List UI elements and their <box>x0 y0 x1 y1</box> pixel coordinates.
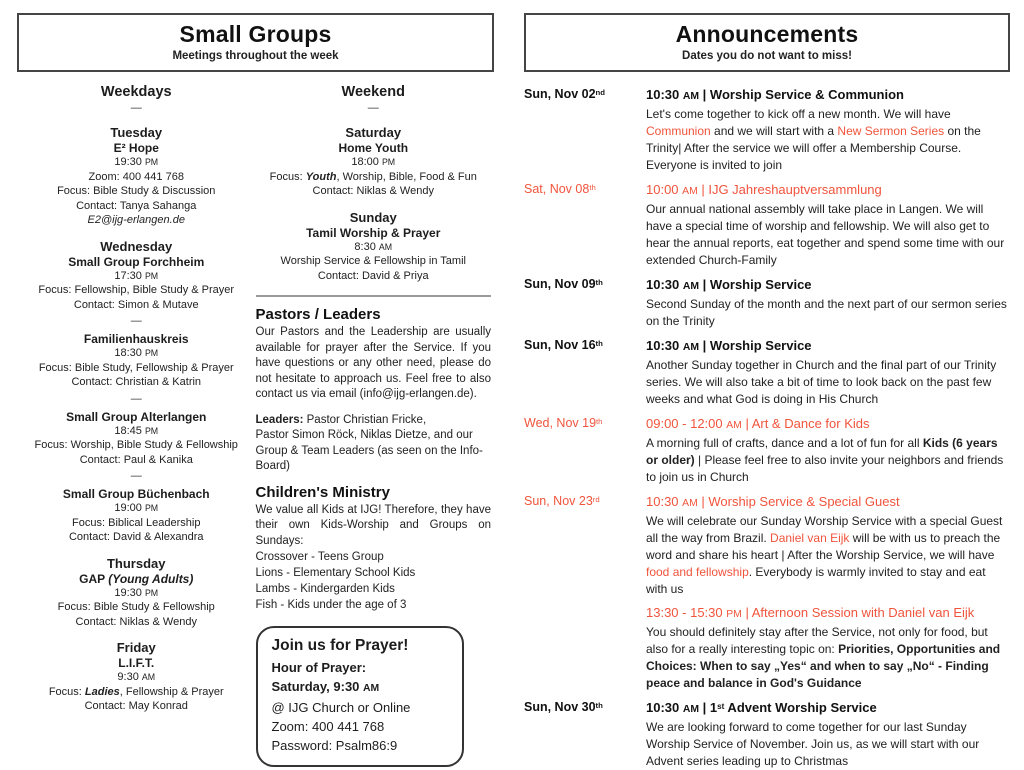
prayer-box-line: Zoom: 400 441 768 <box>271 719 385 734</box>
pastors-leaders-section <box>256 306 492 475</box>
group-detail-line: Focus: Biblical Leadership <box>72 516 201 529</box>
announcement-date: Sun, Nov 16th <box>524 338 603 352</box>
group-entry <box>17 125 256 228</box>
announcement-title: 10:30 AM | Worship Service <box>646 277 812 292</box>
meridiem-label: PM <box>144 348 159 358</box>
announcement-row <box>524 276 1010 330</box>
announcement-row <box>524 181 1010 269</box>
meridiem-label: AM <box>682 498 698 509</box>
announcements-header <box>524 13 1010 72</box>
announcement-date: Sat, Nov 08th <box>524 182 596 196</box>
meridiem-label: AM <box>726 420 742 431</box>
group-entry <box>17 239 256 313</box>
kids-group-line: Crossover - Teens Group <box>255 551 384 563</box>
group-detail-line: 19:00 PM <box>114 502 159 514</box>
childrens-ministry-intro: We value all Kids at IJG! Therefore, they have their own Kids-Worship and Groups on Sundays: <box>255 503 491 547</box>
group-detail-line: Focus: Bible Study, Fellowship & Prayer <box>38 361 234 374</box>
divider-dash: — <box>367 102 379 114</box>
announcement-date: Sun, Nov 30th <box>524 700 603 714</box>
group-entry <box>17 332 256 390</box>
group-detail-line: Contact: David & Priya <box>317 269 429 282</box>
announcement-body: We will celebrate our Sunday Worship Service with a special Guest all the way from Brazil. Daniel van Eijk will be with us to preach the word and share his heart | After the Worship Service, we will have food and fellowship. Everybody is warmly invited to stay and eat with us <box>646 514 1003 596</box>
group-detail-line: Focus: Fellowship, Bible Study & Prayer <box>38 284 235 296</box>
meridiem-label: AM <box>141 672 156 682</box>
pastors-leaders-paragraph: Our Pastors and the Leadership are usually available for prayer after the Service. If you have questions or any other need, please do not hesitate to approach us. Feel free to also contact us via email (info@ijg-erlangen.de). <box>255 326 491 400</box>
pastors-leaders-heading: Pastors / Leaders <box>255 306 381 323</box>
announcement-block <box>646 415 1010 486</box>
group-day-heading: Friday <box>116 640 156 655</box>
group-detail-line: 18:30 PM <box>114 347 159 359</box>
announcement-date: Wed, Nov 19th <box>524 416 603 430</box>
announcements-subtitle: Dates you do not want to miss! <box>682 50 852 62</box>
leaders-line: Group & Team Leaders (as seen on the Info-Board) <box>255 444 483 472</box>
announcement-body: We are looking forward to come together for our last Sunday Worship Service of November. Join us, as we will start with our Advent series leading up to Christmas <box>646 720 980 768</box>
meridiem-label: AM <box>378 241 393 252</box>
group-detail-line: Focus: Bible Study & Fellowship <box>57 601 215 613</box>
group-detail-line: Contact: Tanya Sahanga <box>76 199 197 212</box>
group-entry <box>17 487 256 545</box>
meridiem-label: AM <box>363 683 380 694</box>
group-detail-line: E2@ijg-erlangen.de <box>87 214 185 226</box>
prayer-box <box>256 626 464 767</box>
announcement-content <box>646 181 1010 269</box>
kids-group-line: Fish - Kids under the age of 3 <box>255 599 407 611</box>
announcement-row <box>524 493 1010 692</box>
weekend-heading: Weekend <box>341 84 405 100</box>
announcement-date: Sun, Nov 02nd <box>524 87 606 101</box>
meridiem-label: PM <box>726 609 742 620</box>
small-groups-subtitle: Meetings throughout the week <box>172 50 339 62</box>
announcement-body: Another Sunday together in Church and the final part of our Trinity series. We will also take a bit of time to look back on the past few weeks and what God is doing in His Church <box>646 358 997 406</box>
meridiem-label: AM <box>682 186 698 197</box>
group-day-heading: Wednesday <box>100 238 173 254</box>
meridiem-label: PM <box>144 503 159 513</box>
weekdays-column <box>17 84 256 767</box>
announcement-title: 10:30 AM | Worship Service <box>646 338 812 353</box>
meridiem-label: PM <box>144 270 159 281</box>
group-entry <box>17 556 256 630</box>
announcement-block <box>646 493 1010 598</box>
announcement-block <box>646 699 1010 770</box>
small-groups-title: Small Groups <box>179 21 332 47</box>
meridiem-label: AM <box>682 704 700 715</box>
group-detail-line: Contact: Niklas & Wendy <box>75 615 197 628</box>
kids-group-line: Lambs - Kindergarden Kids <box>255 583 395 595</box>
group-day-heading: Tuesday <box>110 125 163 140</box>
announcement-row <box>524 86 1010 174</box>
group-day-heading: Thursday <box>106 555 166 571</box>
weekend-column <box>256 84 495 767</box>
group-name: E² Hope <box>113 141 159 155</box>
announcement-content <box>646 493 1010 692</box>
meridiem-label: AM <box>682 281 700 292</box>
group-detail-line: Focus: Worship, Bible Study & Fellowship <box>34 439 238 451</box>
prayer-box-line: @ IJG Church or Online <box>271 700 411 715</box>
group-detail-line: Focus: Ladies, Fellowship & Prayer <box>48 685 224 698</box>
announcement-body: A morning full of crafts, dance and a lot of fun for all Kids (6 years or older) | Please feel free to also invite your neighbors and friends to join us in Church <box>646 436 1004 484</box>
group-entry <box>17 410 256 468</box>
group-detail-line: 19:30 PM <box>114 586 159 599</box>
announcement-row <box>524 699 1010 770</box>
announcement-content <box>646 415 1010 486</box>
group-entry <box>17 640 256 714</box>
announcement-body: Our annual national assembly will take place in Langen. We will have a special time of worship and fellowship. We will also get to hear the annual reports, eat together and spend some time with our extended Church-Family <box>646 202 1005 267</box>
announcement-content <box>646 699 1010 770</box>
group-name: Small Group Büchenbach <box>62 487 210 501</box>
prayer-box-line: Hour of Prayer: <box>271 660 367 675</box>
childrens-ministry-heading: Children's Ministry <box>255 483 390 501</box>
section-divider <box>256 295 492 297</box>
announcement-block <box>646 86 1010 174</box>
group-detail-line: Focus: Youth, Worship, Bible, Food & Fun <box>269 170 477 183</box>
childrens-ministry-section <box>256 484 492 614</box>
group-entry <box>256 210 492 284</box>
group-name: Familienhauskreis <box>83 332 189 346</box>
announcement-title: 10:30 AM | Worship Service & Communion <box>646 87 904 102</box>
group-detail-line: Zoom: 400 441 768 <box>88 170 184 183</box>
group-detail-line: Worship Service & Fellowship in Tamil <box>280 255 466 267</box>
announcement-block <box>646 604 1010 692</box>
group-name: L.I.F.T. <box>118 656 155 670</box>
announcement-title: 10:30 AM | Worship Service & Special Guest <box>646 494 900 509</box>
announcement-row <box>524 337 1010 408</box>
divider-dash: — <box>130 315 142 327</box>
announcements-title: Announcements <box>675 21 859 47</box>
group-detail-line: Contact: May Konrad <box>84 700 188 712</box>
group-day-heading: Saturday <box>345 125 402 140</box>
prayer-box-title: Join us for Prayer! <box>271 637 409 654</box>
group-detail-line: 18:00 PM <box>351 156 396 168</box>
group-detail-line: 19:30 PM <box>114 156 159 168</box>
group-name: Small Group Alterlangen <box>66 409 207 424</box>
small-groups-panel <box>17 13 494 753</box>
announcement-content <box>646 276 1010 330</box>
announcement-title: 13:30 - 15:30 PM | Afternoon Session with Daniel van Eijk <box>646 605 975 620</box>
weekdays-heading: Weekdays <box>100 84 172 100</box>
leaders-list <box>256 413 492 475</box>
meridiem-label: PM <box>381 157 396 167</box>
group-detail-line: Contact: Niklas & Wendy <box>312 185 434 197</box>
announcement-content <box>646 86 1010 174</box>
announcement-title: 10:30 AM | 1st Advent Worship Service <box>646 700 877 715</box>
group-detail-line: Contact: Paul & Kanika <box>79 453 193 466</box>
group-name: Tamil Worship & Prayer <box>306 225 441 240</box>
announcement-body: You should definitely stay after the Service, not only for food, but also for a really interesting topic on: Priorities, Opportunities and Choices: When to say „Yes“ and when to say „No“ - Finding peace and balance in God's Guidance <box>646 625 1001 690</box>
kids-group-line: Lions - Elementary School Kids <box>255 567 416 579</box>
prayer-box-line: Saturday, 9:30 AM <box>271 679 380 694</box>
group-detail-line: Focus: Bible Study & Discussion <box>57 185 216 197</box>
small-groups-header <box>17 13 494 72</box>
announcements-panel <box>524 13 1010 768</box>
announcement-date: Sun, Nov 09th <box>524 277 603 291</box>
group-detail-line: Contact: Christian & Katrin <box>71 376 202 388</box>
prayer-box-line: Password: Psalm86:9 <box>271 738 398 753</box>
group-detail-line: 17:30 PM <box>114 269 159 282</box>
announcement-block <box>646 181 1010 269</box>
announcement-block <box>646 337 1010 408</box>
group-detail-line: 9:30 AM <box>117 671 156 683</box>
announcement-body: Second Sunday of the month and the next part of our sermon series on the Trinity <box>646 297 1007 328</box>
announcement-title: 10:00 AM | IJG Jahreshauptversammlung <box>646 182 882 197</box>
meridiem-label: PM <box>144 587 159 598</box>
leaders-line: Pastor Simon Röck, Niklas Dietze, and our <box>255 429 473 441</box>
announcement-row <box>524 415 1010 486</box>
divider-dash: — <box>130 470 142 482</box>
announcement-content <box>646 337 1010 408</box>
group-detail-line: Contact: David & Alexandra <box>68 531 204 543</box>
group-entry <box>256 125 492 199</box>
meridiem-label: PM <box>144 157 159 167</box>
announcement-title: 09:00 - 12:00 AM | Art & Dance for Kids <box>646 416 870 431</box>
announcements-list <box>524 86 1010 770</box>
divider-dash: — <box>130 392 142 405</box>
group-day-heading: Sunday <box>349 209 397 225</box>
meridiem-label: AM <box>682 91 700 102</box>
leaders-line: Leaders: Pastor Christian Fricke, <box>255 413 427 426</box>
announcement-body: Let's come together to kick off a new month. We will have Communion and we will start with a New Sermon Series on the Trinity| After the service we will offer a Membership Course. Everyone is invited to join <box>646 107 981 172</box>
divider-dash: — <box>130 102 142 114</box>
group-detail-line: 18:45 PM <box>114 424 159 437</box>
group-detail-line: Contact: Simon & Mutave <box>73 298 199 311</box>
meridiem-label: AM <box>682 342 700 353</box>
group-detail-line: 8:30 AM <box>354 240 393 253</box>
group-name: Small Group Forchheim <box>68 254 205 269</box>
group-name: GAP (Young Adults) <box>79 571 194 586</box>
announcement-date: Sun, Nov 23rd <box>524 494 600 508</box>
announcement-block <box>646 276 1010 330</box>
group-name: Home Youth <box>338 141 409 155</box>
meridiem-label: PM <box>144 425 159 436</box>
